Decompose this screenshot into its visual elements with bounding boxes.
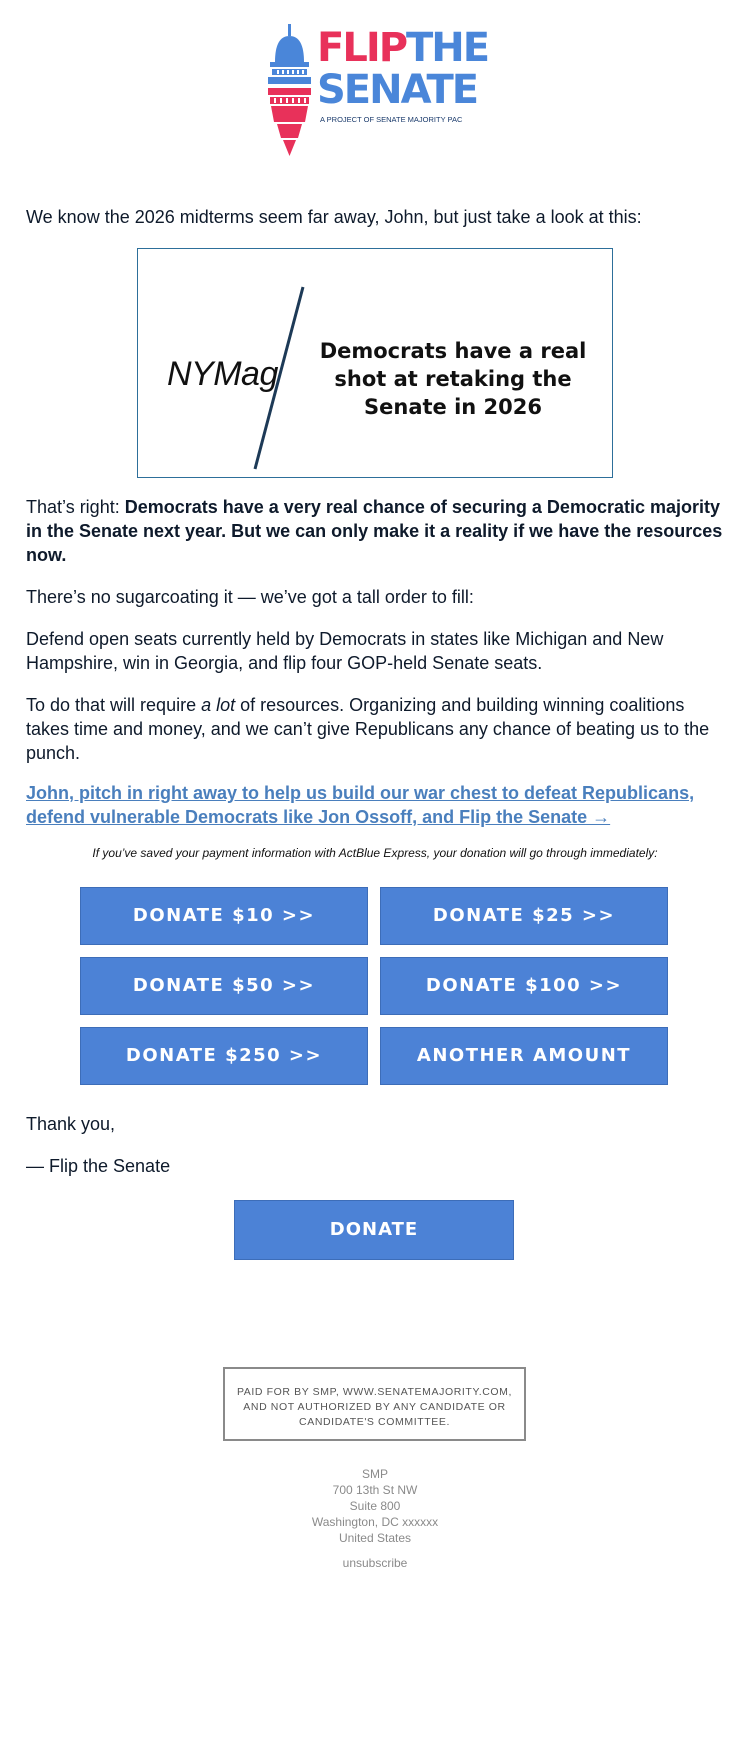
address-street: 700 13th St NW — [332, 1483, 418, 1497]
donate-250-button[interactable]: DONATE $250 >> — [80, 1027, 368, 1085]
pitch-in-link[interactable]: John, pitch in right away to help us build our war chest to defeat Republicans, defend vulnerable Democrats like Jon Ossoff, and Flip the Senate → — [26, 783, 695, 827]
nymag-headline-image — [137, 248, 613, 478]
resources-italic: a lot — [201, 695, 236, 715]
donate-50-button[interactable]: DONATE $50 >> — [80, 957, 368, 1015]
flip-the-senate-logo — [265, 22, 495, 164]
chance-paragraph — [26, 495, 726, 567]
logo-the: THE — [406, 25, 489, 71]
address-suite: Suite 800 — [349, 1499, 401, 1513]
logo-flip: FLIP — [317, 25, 407, 71]
another-amount-button[interactable]: ANOTHER AMOUNT — [380, 1027, 668, 1085]
address-org: SMP — [361, 1467, 388, 1481]
signature: — Flip the Senate — [26, 1156, 171, 1176]
defend-seats-paragraph: Defend open seats currently held by Democrats in states like Michigan and New Hampshire, win in Georgia, and flip four GOP-held Senate seats. — [26, 629, 664, 673]
sugarcoating-paragraph: There’s no sugarcoating it — we’ve got a tall order to fill: — [26, 587, 474, 607]
chance-lead: That’s right: — [26, 497, 125, 517]
thank-you: Thank you, — [26, 1114, 116, 1134]
nymag-wordmark: NYMag — [167, 355, 278, 393]
hero-headline: Democrats have a real shot at retaking the Senate in 2026 — [319, 339, 587, 419]
intro-paragraph: We know the 2026 midterms seem far away, John, but just take a look at this: — [26, 207, 642, 227]
address-country: United States — [338, 1531, 412, 1545]
chance-bold: Democrats have a very real chance of securing a Democratic majority in the Senate next year. But we can only make it a reality if we have the resources now. — [26, 497, 723, 565]
logo-senate: SENATE — [317, 67, 478, 113]
resources-paragraph — [26, 693, 726, 765]
donate-100-button[interactable]: DONATE $100 >> — [380, 957, 668, 1015]
donate-button[interactable]: DONATE — [234, 1200, 514, 1260]
unsubscribe-link[interactable]: unsubscribe — [342, 1556, 408, 1570]
address-city: Washington, DC xxxxxx — [311, 1515, 439, 1529]
actblue-note: If you’ve saved your payment information with ActBlue Express, your donation will go through immediately: — [92, 846, 658, 860]
paid-for-disclaimer: PAID FOR BY SMP, WWW.SENATEMAJORITY.COM, AND NOT AUTHORIZED BY ANY CANDIDATE OR CANDIDATE'S COMMITTEE. — [223, 1367, 526, 1441]
resources-after: of resources. Organizing and building winning coalitions takes time and money, and we can’t give Republicans any chance of beating us to the punch. — [26, 695, 710, 763]
resources-before: To do that will require — [26, 695, 202, 715]
logo-tagline: A PROJECT OF SENATE MAJORITY PAC — [320, 115, 463, 124]
donate-10-button[interactable]: DONATE $10 >> — [80, 887, 368, 945]
donate-25-button[interactable]: DONATE $25 >> — [380, 887, 668, 945]
